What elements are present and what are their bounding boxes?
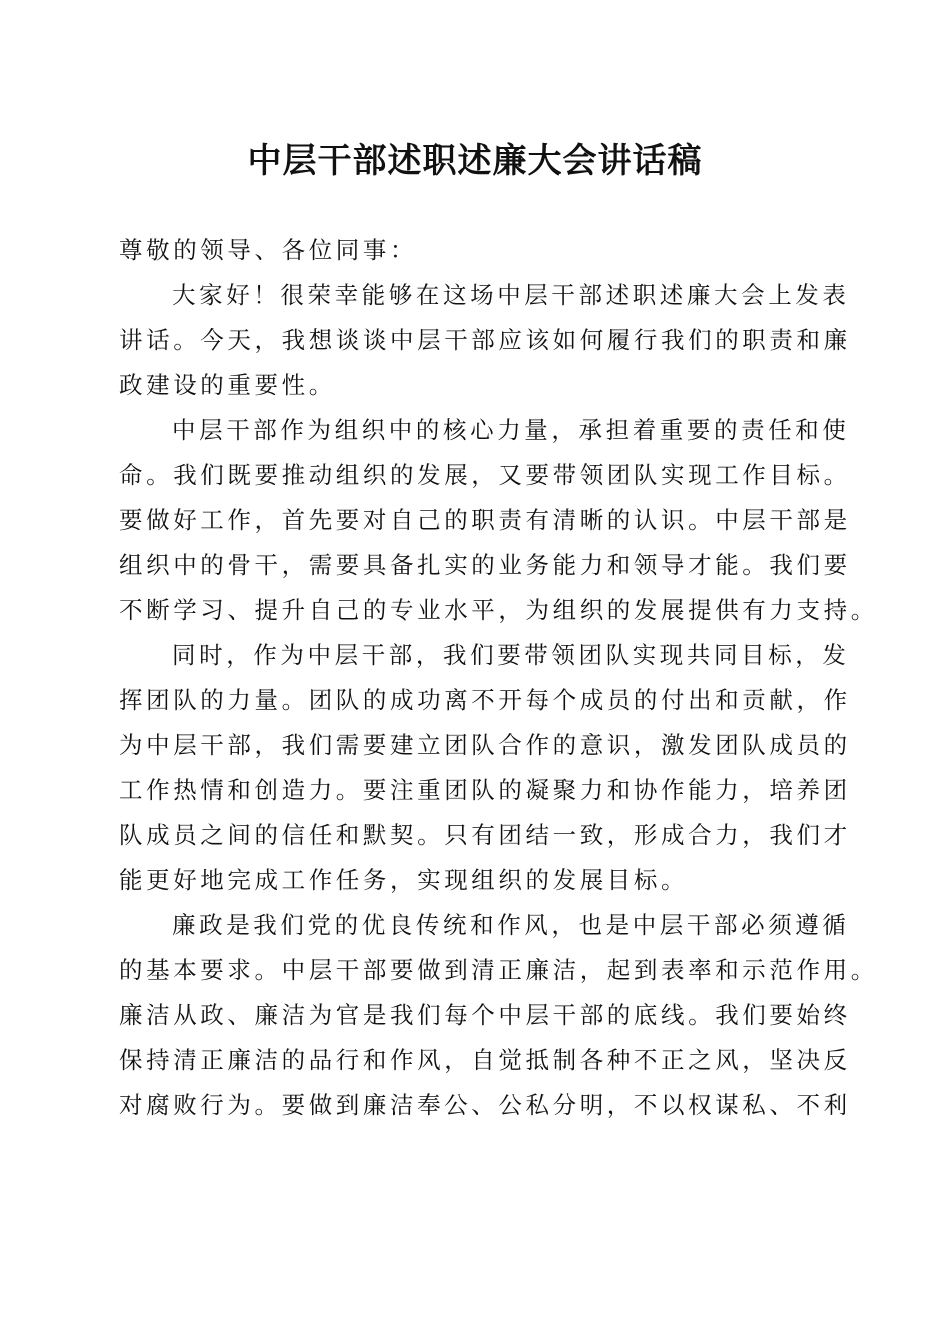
paragraph-2-line-1: 中层干部作为组织中的核心力量，承担着重要的责任和使 — [172, 416, 850, 444]
paragraph-4-line-5: 对腐败行为。要做到廉洁奉公、公私分明，不以权谋私、不利 — [119, 1091, 851, 1119]
paragraph-1-line-2: 讲话。今天，我想谈谈中层干部应该如何履行我们的职责和廉 — [119, 326, 851, 354]
document-title: 中层干部述职述廉大会讲话稿 — [247, 141, 703, 181]
paragraph-2-line-2: 命。我们既要推动组织的发展，又要带领团队实现工作目标。 — [119, 461, 851, 489]
paragraph-4-line-2: 的基本要求。中层干部要做到清正廉洁，起到表率和示范作用。 — [119, 956, 878, 984]
paragraph-3-line-3: 为中层干部，我们需要建立团队合作的意识，激发团队成员的 — [119, 731, 851, 759]
paragraph-2-line-4: 组织中的骨干，需要具备扎实的业务能力和领导才能。我们要 — [119, 551, 851, 579]
paragraph-2-line-5: 不断学习、提升自己的专业水平，为组织的发展提供有力支持。 — [119, 596, 878, 624]
paragraph-4-line-1: 廉政是我们党的优良传统和作风，也是中层干部必须遵循 — [172, 911, 850, 939]
document-body — [119, 228, 878, 1128]
paragraph-1-line-3: 政建设的重要性。 — [119, 371, 336, 399]
paragraph-3-line-2: 挥团队的力量。团队的成功离不开每个成员的付出和贡献，作 — [119, 686, 851, 714]
paragraph-4-line-4: 保持清正廉洁的品行和作风，自觉抵制各种不正之风，坚决反 — [119, 1046, 851, 1074]
paragraph-3-line-5: 队成员之间的信任和默契。只有团结一致，形成合力，我们才 — [119, 821, 851, 849]
salutation-line: 尊敬的领导、各位同事： — [119, 236, 418, 264]
paragraph-2-line-3: 要做好工作，首先要对自己的职责有清晰的认识。中层干部是 — [119, 506, 851, 534]
paragraph-3-line-1: 同时，作为中层干部，我们要带领团队实现共同目标，发 — [172, 641, 850, 669]
paragraph-4-line-3: 廉洁从政、廉洁为官是我们每个中层干部的底线。我们要始终 — [119, 1001, 851, 1029]
paragraph-3-line-4: 工作热情和创造力。要注重团队的凝聚力和协作能力，培养团 — [119, 776, 851, 804]
paragraph-1-line-1: 大家好！很荣幸能够在这场中层干部述职述廉大会上发表 — [172, 281, 850, 309]
paragraph-3-line-6: 能更好地完成工作任务，实现组织的发展目标。 — [119, 866, 689, 894]
